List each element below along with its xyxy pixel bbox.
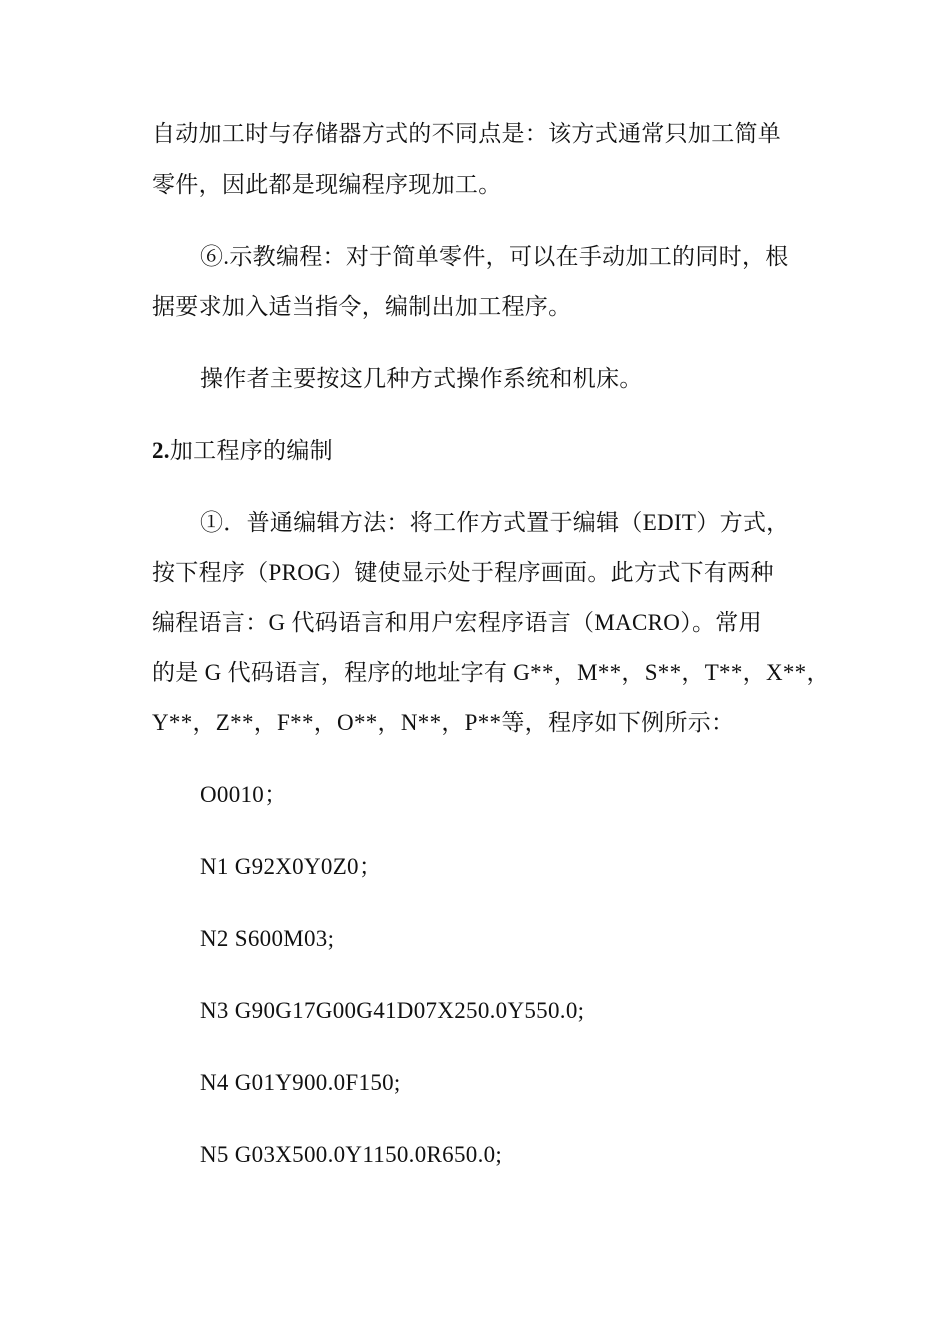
- paragraph-line: ⑥.示教编程：对于简单零件，可以在手动加工的同时，根: [200, 244, 789, 269]
- paragraph-line: 操作者主要按这几种方式操作系统和机床。: [200, 366, 643, 391]
- paragraph-line: 据要求加入适当指令，编制出加工程序。: [152, 294, 572, 319]
- section-heading-number: 2.: [152, 438, 170, 463]
- program-line: N5 G03X500.0Y1150.0R650.0;: [200, 1142, 503, 1167]
- program-line: N1 G92X0Y0Z0；: [200, 854, 383, 879]
- program-line: N2 S600M03;: [200, 926, 335, 951]
- paragraph-line: Y**，Z**，F**，O**，N**，P**等，程序如下例所示：: [152, 710, 735, 735]
- paragraph-line: 按下程序（PROG）键使显示处于程序画面。此方式下有两种: [152, 560, 774, 585]
- paragraph-line: ①．普通编辑方法：将工作方式置于编辑（EDIT）方式，: [200, 510, 790, 535]
- paragraph-line: 的是 G 代码语言，程序的地址字有 G**，M**，S**，T**，X**，: [152, 660, 830, 685]
- program-line: N4 G01Y900.0F150;: [200, 1070, 401, 1095]
- program-line: O0010；: [200, 782, 288, 807]
- paragraph-line: 零件，因此都是现编程序现加工。: [152, 172, 502, 197]
- section-heading: [152, 436, 333, 466]
- paragraph-line: 编程语言：G 代码语言和用户宏程序语言（MACRO）。常用: [152, 610, 762, 635]
- paragraph-line: 自动加工时与存储器方式的不同点是：该方式通常只加工简单: [152, 121, 782, 146]
- section-heading-text: 加工程序的编制: [169, 438, 333, 463]
- program-line: N3 G90G17G00G41D07X250.0Y550.0;: [200, 998, 585, 1023]
